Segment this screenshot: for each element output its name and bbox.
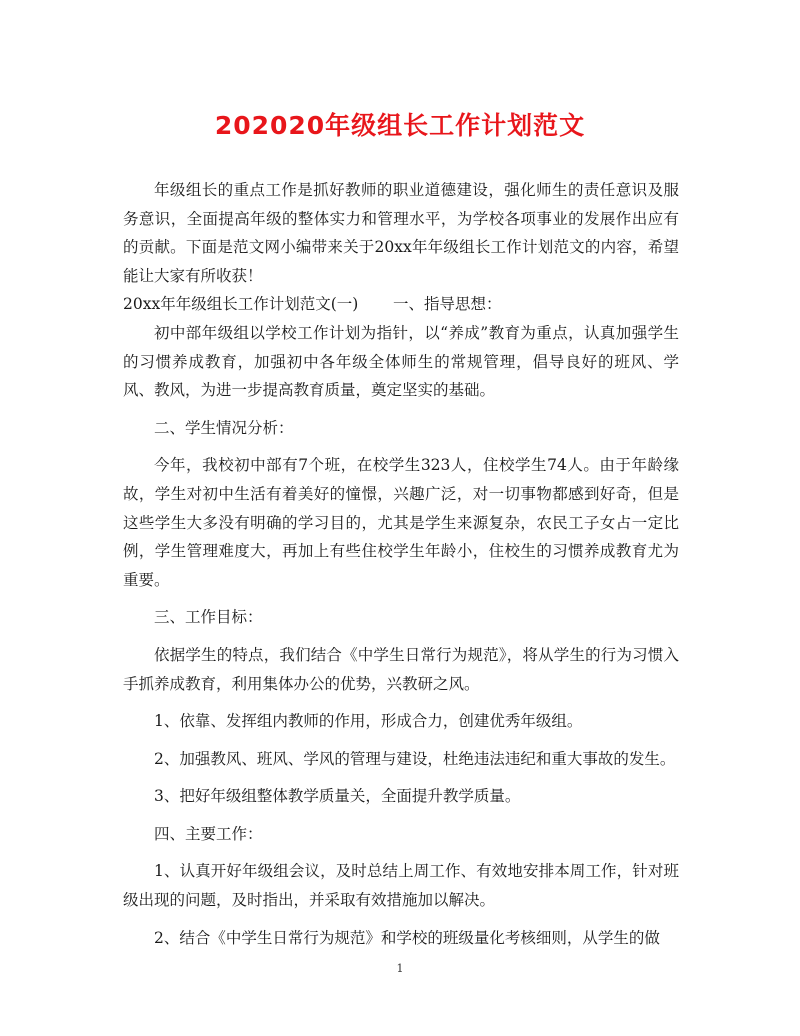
- heading-work-goals: 三、工作目标：: [154, 608, 263, 627]
- goal-item-1: 1、依靠、发挥组内教师的作用，形成合力，创建优秀年级组。: [154, 712, 583, 731]
- heading-main-work: 四、主要工作：: [154, 824, 263, 843]
- intro-paragraph: 年级组长的重点工作是抓好教师的职业道德建设，强化师生的责任意识及服务意识，全面提高年级的整体实力和管理水平，为学校各项事业的发展作出应有的贡献。下面是范文网小编带来关于20xx年年级组长工作计划范文的内容，希望能让大家有所收获！: [123, 181, 679, 285]
- heading-student-analysis: 二、学生情况分析：: [154, 418, 294, 437]
- goal-item-3: 3、把好年级组整体教学质量关，全面提升教学质量。: [154, 787, 521, 806]
- paragraph-guiding-ideology: 初中部年级组以学校工作计划为指针，以“养成”教育为重点，认真加强学生的习惯养成教育，加强初中各年级全体师生的常规管理，倡导良好的班风、学风、教风，为进一步提高教育质量，奠定坚实的基础。: [123, 323, 679, 400]
- document-body: [123, 176, 679, 952]
- work-item-2: 2、结合《中学生日常行为规范》和学校的班级量化考核细则，从学生的做: [154, 928, 660, 947]
- section-heading-row: [123, 290, 679, 319]
- heading-guiding-ideology: 一、指导思想：: [393, 295, 502, 314]
- paragraph-work-goals: 依据学生的特点，我们结合《中学生日常行为规范》，将从学生的行为习惯入手抓养成教育，利用集体办公的优势，兴教研之风。: [123, 645, 679, 693]
- paragraph-student-analysis: 今年，我校初中部有7个班，在校学生323人，住校学生74人。由于年龄缘故，学生对初中生活有着美好的憧憬，兴趣广泛，对一切事物都感到好奇，但是这些学生大多没有明确的学习目的，尤其是学生来源复杂，农民工子女占一定比例，学生管理难度大，再加上有些住校学生年龄小，住校生的习惯养成教育尤为重要。: [123, 456, 679, 589]
- goal-item-2: 2、加强教风、班风、学风的管理与建设，杜绝违法违纪和重大事故的发生。: [154, 749, 676, 768]
- work-item-1: 1、认真开好年级组会议，及时总结上周工作、有效地安排本周工作，针对班级出现的问题，及时指出，并采取有效措施加以解决。: [123, 862, 679, 910]
- page-number: 1: [396, 962, 404, 975]
- document-title: 202020年级组长工作计划范文: [214, 111, 586, 140]
- section-title: 20xx年年级组长工作计划范文(一): [123, 295, 359, 314]
